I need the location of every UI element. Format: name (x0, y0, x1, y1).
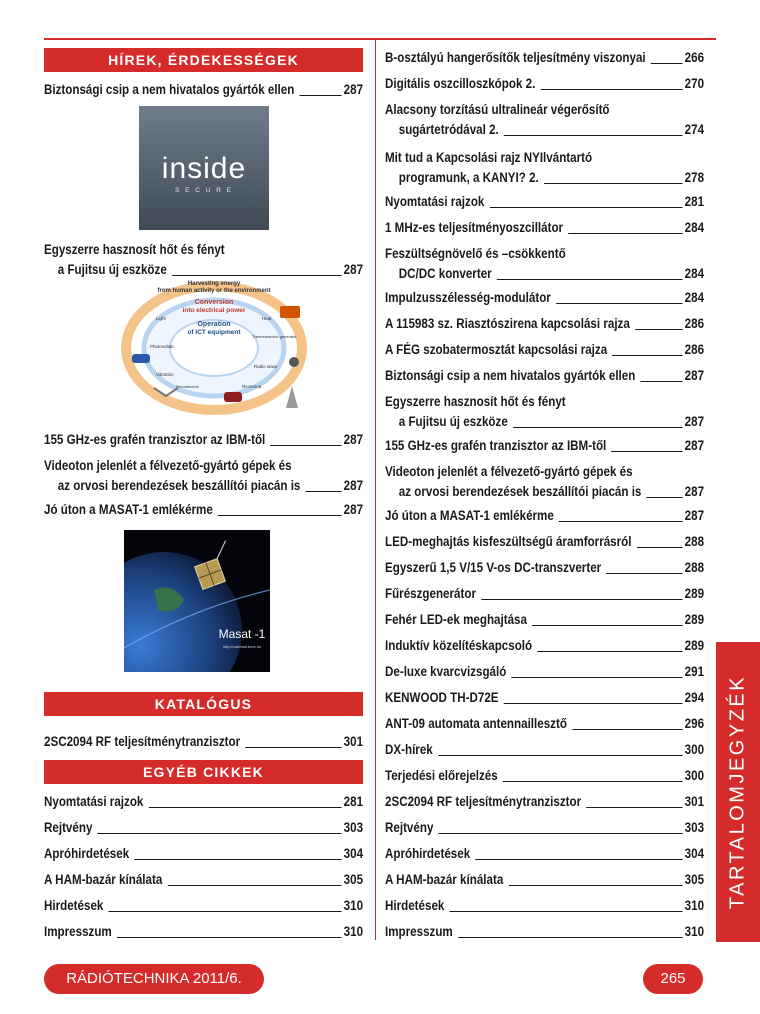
toc-entry-title: B-osztályú hangerősítők teljesítmény viszonyai (385, 50, 646, 65)
toc-entry[interactable] (385, 610, 704, 630)
toc-entry[interactable] (385, 844, 704, 864)
leader-line (439, 833, 683, 834)
runner-icon (289, 357, 299, 367)
car-icon (132, 354, 150, 363)
toc-entry-title: KENWOOD TH-D72E (385, 690, 499, 705)
leader-line (306, 491, 342, 492)
toc-entry-title: Fehér LED-ek meghajtása (385, 612, 527, 627)
toc-entry-page: 304 (684, 846, 705, 861)
leader-line (167, 885, 342, 886)
leader-line (300, 95, 342, 96)
diagram-title-1: Harvesting energy (187, 281, 241, 287)
toc-entry-title: Hirdetések (44, 898, 104, 913)
side-tab-label: TARTALOMJEGYZÉK (726, 674, 749, 910)
toc-entry-title: Biztonsági csip a nem hivatalos gyártók ellen (385, 368, 636, 383)
toc-entry-title: programunk, a KANYI? 2. (398, 170, 539, 185)
toc-entry[interactable] (44, 430, 363, 450)
leader-line (532, 625, 683, 626)
toc-entry-page: 287 (684, 438, 705, 453)
toc-entry-page: 300 (684, 768, 705, 783)
toc-entry-title: DX-hírek (385, 742, 433, 757)
leader-line (134, 859, 342, 860)
toc-entry[interactable] (385, 314, 704, 334)
toc-entry-page: 303 (684, 820, 705, 835)
diagram-label-photovoltaic: Photovoltaic (150, 344, 175, 349)
leader-line (556, 303, 683, 304)
toc-entry-title: 155 GHz-es grafén tranzisztor az IBM-től (385, 438, 607, 453)
diagram-title-2: from human activity or the environment (157, 288, 271, 294)
diagram-label-heat: Heat (262, 316, 272, 321)
leader-line (504, 135, 683, 136)
toc-entry[interactable] (385, 148, 704, 188)
toc-entry-title: Egyszerre hasznosít hőt és fényt (44, 242, 225, 257)
diagram-conversion-2: into electrical power (182, 307, 246, 314)
toc-entry-title: Jó úton a MASAT-1 emlékérme (44, 502, 213, 517)
train-icon (280, 306, 300, 318)
leader-line (537, 651, 683, 652)
leader-line (497, 279, 683, 280)
leader-line (540, 89, 682, 90)
toc-entry[interactable] (44, 240, 363, 280)
toc-entry[interactable] (44, 732, 363, 752)
section-header-katalogus: KATALÓGUS (44, 692, 363, 716)
toc-entry-title: Videoton jelenlét a félvezető-gyártó gépek és (385, 464, 633, 479)
masat-url-text: http://cubesat.bme.hu (222, 644, 262, 649)
toc-entry-page: 287 (343, 262, 364, 277)
leader-line (611, 451, 683, 452)
toc-entry[interactable] (385, 766, 704, 786)
toc-entry-title: Terjedési előrejelzés (385, 768, 498, 783)
toc-entry-title: Nyomtatási rajzok (44, 794, 144, 809)
toc-entry-title: Egyszerű 1,5 V/15 V-os DC-transzverter (385, 560, 602, 575)
toc-entry-page: 301 (684, 794, 705, 809)
leader-line (612, 355, 683, 356)
leader-line (559, 521, 683, 522)
toc-entry-page: 300 (684, 742, 705, 757)
toc-entry-title: A HAM-bazár kínálata (44, 872, 163, 887)
toc-entry[interactable] (385, 584, 704, 604)
toc-entry[interactable] (385, 740, 704, 760)
toc-entry-page: 310 (684, 898, 705, 913)
toc-entry-page: 305 (684, 872, 705, 887)
diagram-label-piezo: Piezoelectric (176, 384, 199, 389)
fujitsu-energy-diagram (114, 276, 314, 416)
toc-entry-page: 278 (684, 170, 705, 185)
toc-entry-page: 287 (684, 508, 705, 523)
leader-line (513, 427, 683, 428)
toc-entry[interactable] (385, 74, 704, 94)
toc-entry-page: 296 (684, 716, 705, 731)
toc-entry-title: Impresszum (44, 924, 112, 939)
leader-line (458, 937, 683, 938)
toc-entry-page: 310 (684, 924, 705, 939)
page-number: 265 (643, 964, 703, 994)
toc-entry-title: Hirdetések (385, 898, 445, 913)
leader-line (481, 599, 683, 600)
toc-entry-title: LED-meghajtás kisfeszültségű áramforrásról (385, 534, 632, 549)
toc-entry-page: 301 (343, 734, 364, 749)
toc-entry-page: 310 (343, 898, 364, 913)
leader-line (245, 747, 342, 748)
leader-line (490, 207, 683, 208)
diagram-label-light: Light (156, 316, 166, 321)
toc-entry[interactable] (44, 896, 363, 916)
toc-entry-title: 1 MHz-es teljesítményoszcillátor (385, 220, 564, 235)
toc-entry-page: 286 (684, 316, 705, 331)
toc-entry[interactable] (44, 80, 363, 100)
toc-entry-page: 270 (684, 76, 705, 91)
toc-entry-title: Mit tud a Kapcsolási rajz NYIlvántartó (385, 150, 593, 165)
leader-line (270, 445, 342, 446)
toc-entry-page: 288 (684, 534, 705, 549)
toc-entry-page: 287 (343, 478, 364, 493)
toc-entry-title: a Fujitsu új eszköze (398, 414, 508, 429)
leader-line (504, 703, 683, 704)
leader-line (635, 329, 683, 330)
leader-line (109, 911, 342, 912)
toc-entry-page: 284 (684, 266, 705, 281)
masat-image (124, 530, 270, 672)
toc-entry[interactable] (44, 792, 363, 812)
leader-line (503, 781, 683, 782)
toc-entry-title: Jó úton a MASAT-1 emlékérme (385, 508, 554, 523)
toc-entry-title: ANT-09 automata antennaillesztő (385, 716, 567, 731)
toc-entry[interactable] (385, 436, 704, 456)
masat-logo-text: Masat -1 (218, 627, 266, 641)
toc-entry-page: 287 (684, 414, 705, 429)
toc-entry-page: 287 (343, 502, 364, 517)
leader-line (508, 885, 683, 886)
toc-entry-title: De-luxe kvarcvizsgáló (385, 664, 507, 679)
side-tab (716, 642, 760, 942)
toc-entry-title: Impresszum (385, 924, 453, 939)
toc-entry-page: 289 (684, 638, 705, 653)
toc-entry[interactable] (385, 48, 704, 68)
toc-entry-title: Induktív közelítéskapcsoló (385, 638, 533, 653)
toc-entry-page: 287 (343, 432, 364, 447)
toc-entry-title: az orvosi berendezések beszállítói piacán is (398, 484, 642, 499)
secure-logo-text: S E C U R E (174, 187, 234, 194)
toc-entry-page: 274 (684, 122, 705, 137)
toc-entry-page: 287 (684, 368, 705, 383)
toc-entry-page: 294 (684, 690, 705, 705)
toc-entry-title: Feszültségnövelő és –csökkentő (385, 246, 566, 261)
toc-entry[interactable] (385, 100, 704, 140)
magazine-issue-footer: RÁDIÓTECHNIKA 2011/6. (44, 964, 264, 994)
tower-icon (286, 386, 298, 408)
toc-entry[interactable] (385, 366, 704, 386)
toc-entry-title: 2SC2094 RF teljesítménytranzisztor (44, 734, 241, 749)
toc-entry[interactable] (385, 288, 704, 308)
leader-line (98, 833, 342, 834)
inside-logo-text: inside (161, 152, 247, 185)
toc-entry[interactable] (385, 218, 704, 238)
toc-entry-title: Impulzusszélesség-modulátor (385, 290, 551, 305)
toc-entry[interactable] (385, 192, 704, 212)
leader-line (586, 807, 683, 808)
toc-entry-page: 310 (343, 924, 364, 939)
leader-line (544, 183, 683, 184)
toc-entry[interactable] (44, 922, 363, 942)
toc-entry-page: 284 (684, 290, 705, 305)
leader-line (117, 937, 342, 938)
leader-line (218, 515, 342, 516)
toc-entry-page: 287 (343, 82, 364, 97)
toc-entry[interactable] (44, 870, 363, 890)
toc-entry[interactable] (44, 456, 363, 496)
toc-entry-page: 281 (343, 794, 364, 809)
toc-entry-title: az orvosi berendezések beszállítói piacán is (57, 478, 301, 493)
toc-entry-title: Rejtvény (44, 820, 93, 835)
toc-entry[interactable] (385, 392, 704, 432)
toc-entry-title: 155 GHz-es grafén tranzisztor az IBM-től (44, 432, 266, 447)
toc-entry-page: 305 (343, 872, 364, 887)
toc-entry[interactable] (385, 636, 704, 656)
toc-entry-title: A 115983 sz. Riasztószirena kapcsolási rajza (385, 316, 630, 331)
toc-entry-title: Digitális oszcilloszkópok 2. (385, 76, 536, 91)
toc-entry-title: A HAM-bazár kínálata (385, 872, 504, 887)
toc-entry[interactable] (44, 818, 363, 838)
section-header-egyeb: EGYÉB CIKKEK (44, 760, 363, 784)
section-header-hirek: HÍREK, ÉRDEKESSÉGEK (44, 48, 363, 72)
leader-line (511, 677, 682, 678)
toc-entry-title: Biztonsági csip a nem hivatalos gyártók ellen (44, 82, 295, 97)
toc-entry-page: 281 (684, 194, 705, 209)
toc-entry-page: 286 (684, 342, 705, 357)
toc-entry[interactable] (385, 792, 704, 812)
toc-entry-title: sugártetródával 2. (398, 122, 499, 137)
toc-entry-title: Fűrészgenerátor (385, 586, 476, 601)
toc-entry-page: 289 (684, 586, 705, 601)
leader-line (651, 63, 683, 64)
toc-entry-page: 303 (343, 820, 364, 835)
toc-entry[interactable] (385, 870, 704, 890)
diagram-operation-2: of ICT equipment (187, 329, 241, 336)
toc-entry-page: 266 (684, 50, 705, 65)
toc-entry-title: Apróhirdetések (44, 846, 130, 861)
toc-entry-page: 289 (684, 612, 705, 627)
toc-entry-title: Rejtvény (385, 820, 434, 835)
toc-entry[interactable] (385, 340, 704, 360)
diagram-operation-1: Operation (197, 321, 231, 328)
toc-entry[interactable] (385, 244, 704, 284)
diagram-label-radio: Radio wave (254, 364, 278, 369)
toc-entry[interactable] (385, 922, 704, 942)
toc-entry-title: Apróhirdetések (385, 846, 471, 861)
toc-entry[interactable] (44, 844, 363, 864)
leader-line (647, 497, 683, 498)
leader-line (637, 547, 683, 548)
toc-entry-title: A FÉG szobatermosztát kapcsolási rajza (385, 342, 608, 357)
diagram-conversion-1: Conversion (194, 299, 234, 306)
diagram-label-thermo: Thermoelectric generator (252, 334, 297, 339)
leader-line (450, 911, 683, 912)
inside-secure-image (139, 106, 269, 230)
toc-entry[interactable] (385, 532, 704, 552)
toc-entry-page: 291 (684, 664, 705, 679)
toc-entry[interactable] (385, 558, 704, 578)
toc-entry-title: Nyomtatási rajzok (385, 194, 485, 209)
motorcycle-icon (224, 392, 242, 402)
toc-entry[interactable] (385, 818, 704, 838)
toc-entry-title: Videoton jelenlét a félvezető-gyártó gépek és (44, 458, 292, 473)
toc-entry-title: DC/DC konverter (398, 266, 492, 281)
toc-entry-page: 284 (684, 220, 705, 235)
leader-line (606, 573, 683, 574)
toc-entry[interactable] (385, 662, 704, 682)
leader-line (568, 233, 683, 234)
toc-entry-page: 288 (684, 560, 705, 575)
toc-entry-title: Egyszerre hasznosít hőt és fényt (385, 394, 566, 409)
toc-entry[interactable] (385, 714, 704, 734)
diagram-label-rectenna: Rectenna (242, 384, 262, 389)
toc-entry-page: 287 (684, 484, 705, 499)
leader-line (641, 381, 683, 382)
top-rule (44, 38, 716, 40)
toc-entry[interactable] (385, 506, 704, 526)
toc-entry-title: Alacsony torzítású ultralineár végerősítő (385, 102, 610, 117)
column-divider (375, 40, 376, 940)
leader-line (149, 807, 342, 808)
leader-line (438, 755, 683, 756)
toc-entry-title: 2SC2094 RF teljesítménytranzisztor (385, 794, 582, 809)
toc-entry[interactable] (385, 896, 704, 916)
toc-entry-title: a Fujitsu új eszköze (57, 262, 167, 277)
toc-entry[interactable] (385, 462, 704, 502)
leader-line (475, 859, 683, 860)
toc-entry[interactable] (385, 688, 704, 708)
toc-entry[interactable] (44, 500, 363, 520)
leader-line (572, 729, 683, 730)
toc-entry-page: 304 (343, 846, 364, 861)
diagram-label-vibration: Vibration (156, 372, 174, 377)
